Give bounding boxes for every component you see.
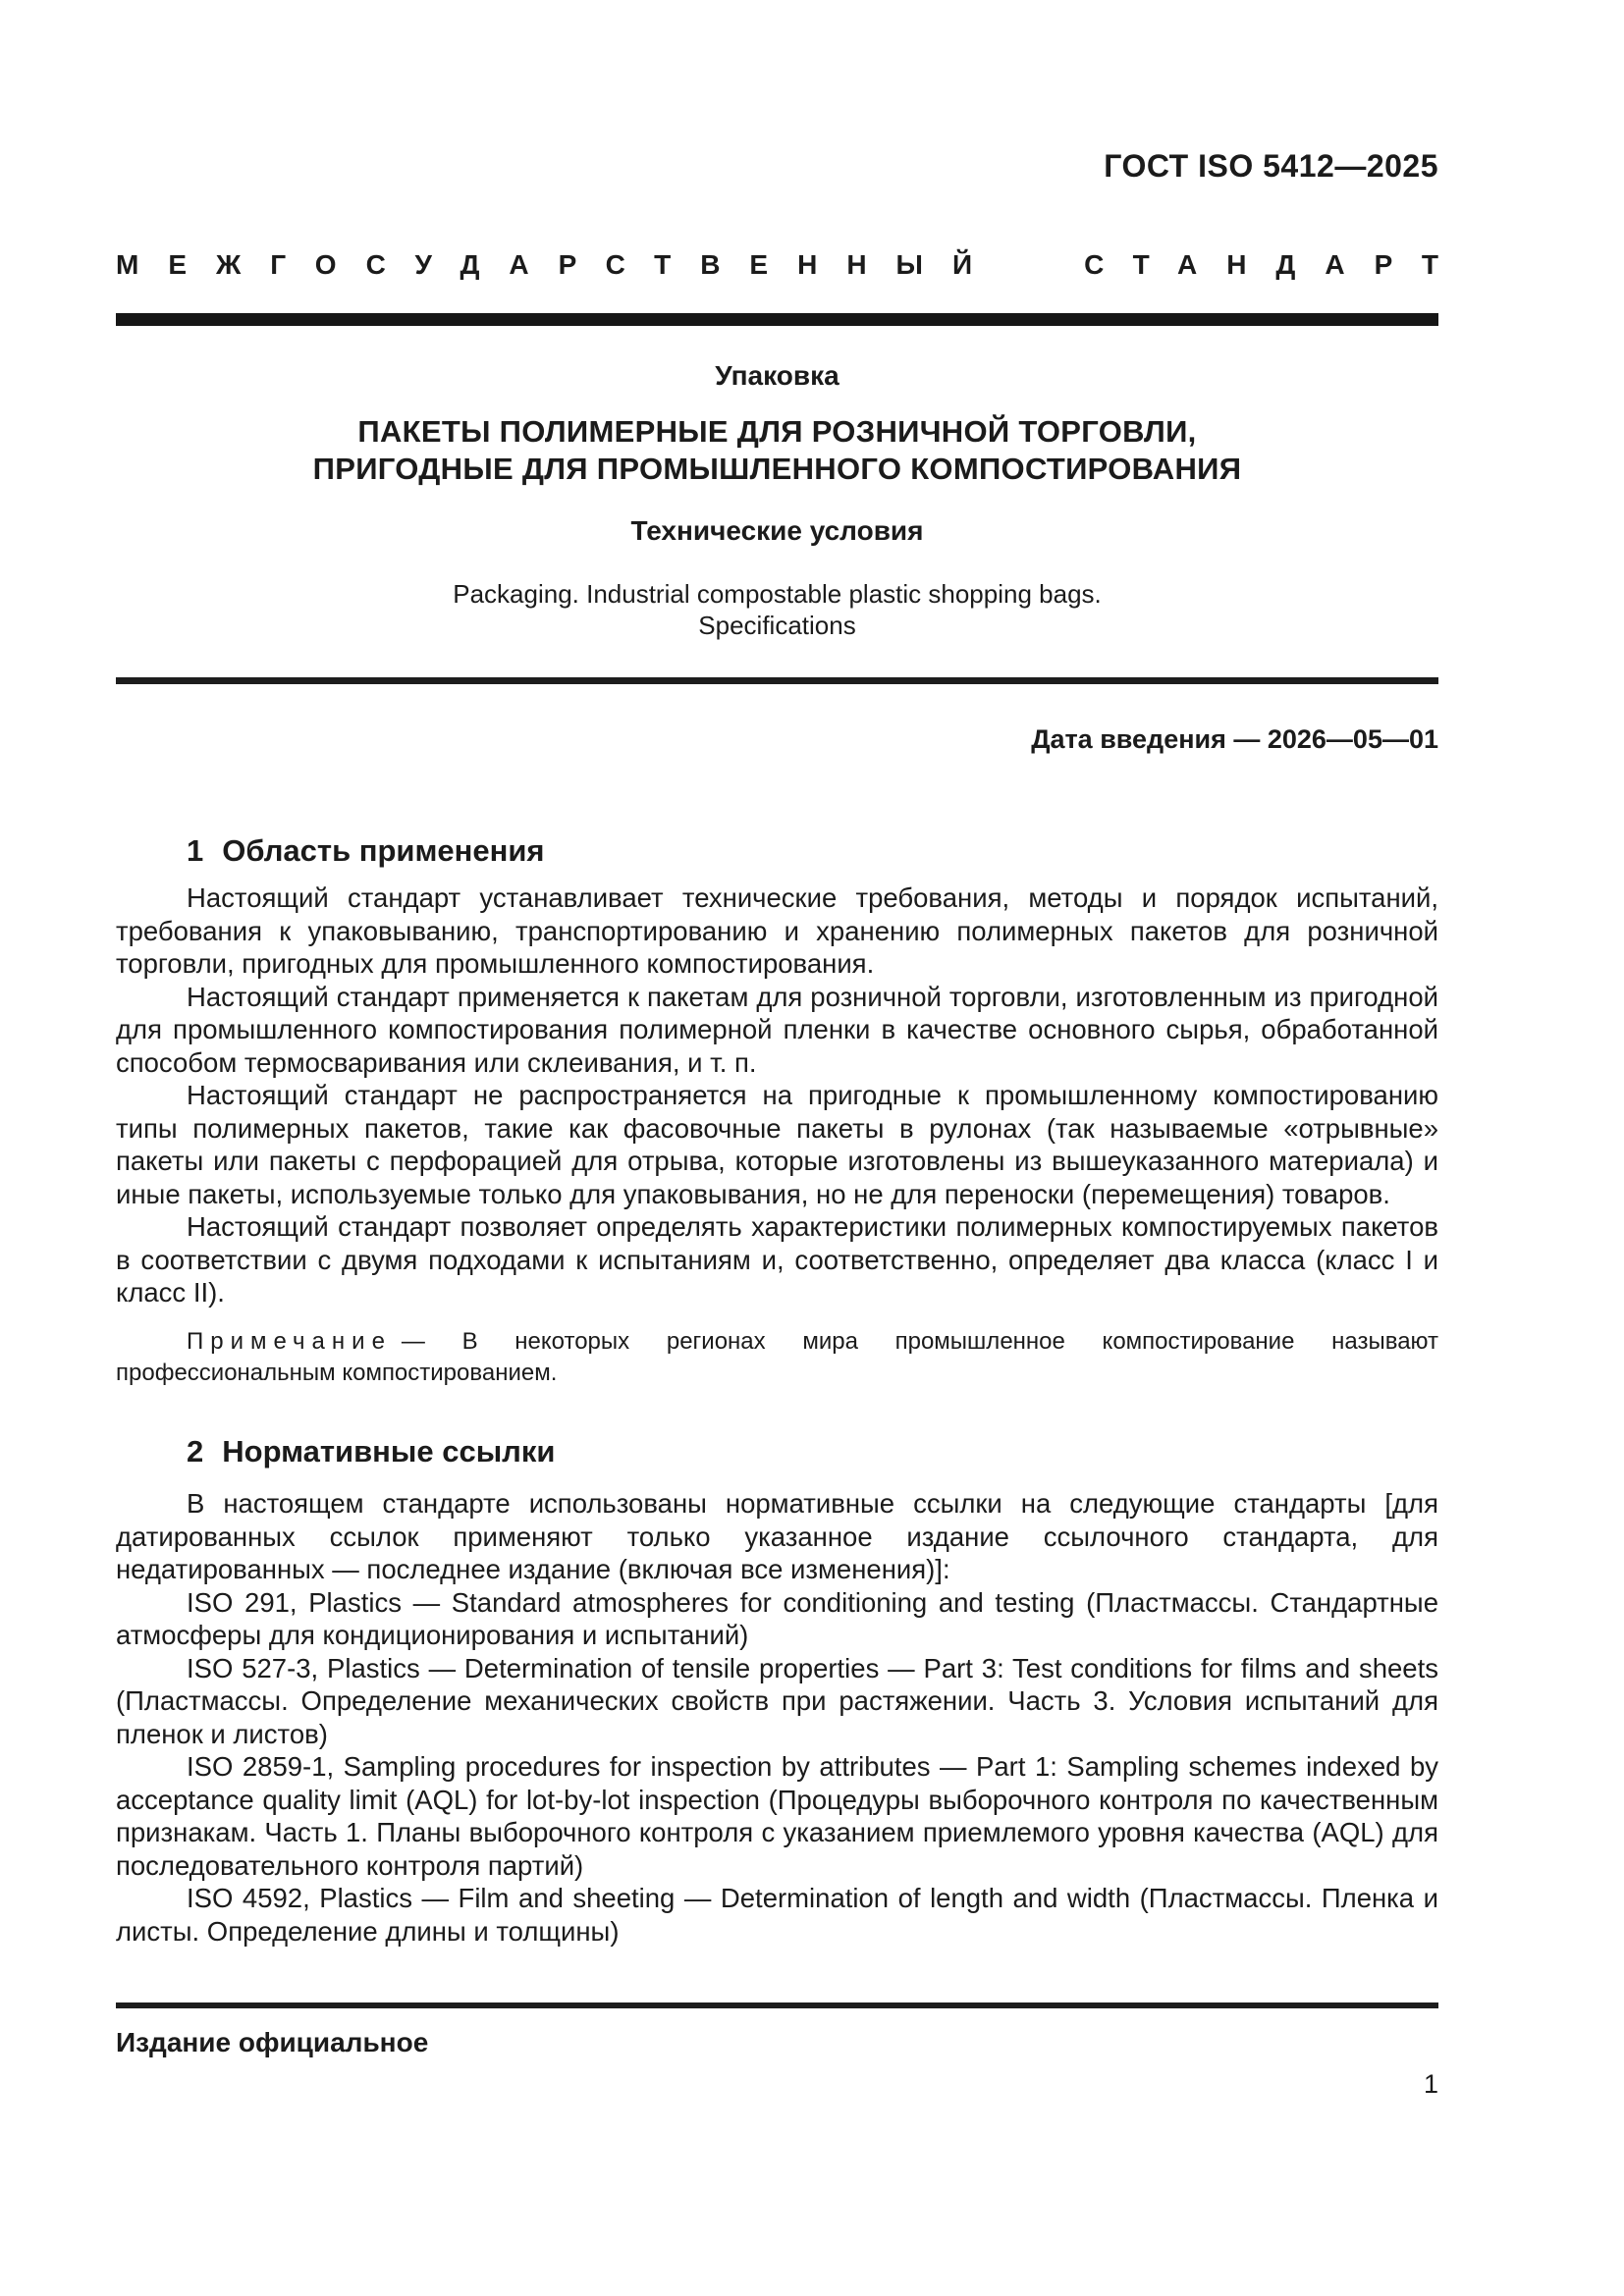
banner-word-1: МЕЖГОСУДАРСТВЕННЫЙ bbox=[116, 249, 1002, 280]
section-1-number: 1 bbox=[187, 833, 204, 868]
divider-thick bbox=[116, 313, 1438, 326]
paragraph: ISO 4592, Plastics — Film and sheeting — Determination of length and width (Пластмассы. Пленка и листы. Определение длины и толщины) bbox=[116, 1883, 1438, 1947]
document-title-english-line-1: Packaging. Industrial compostable plastic shopping bags. bbox=[453, 579, 1102, 609]
paragraph: В настоящем стандарте использованы нормативные ссылки на следующие стандарты [для датированных ссылок применяют только указанное издание ссылочного стандарта, для недатированных — последнее издание (включая все изменения)]: bbox=[116, 1488, 1438, 1584]
effective-date: Дата введения — 2026—05—01 bbox=[1031, 724, 1438, 754]
paragraph: ISO 527-3, Plastics — Determination of tensile properties — Part 3: Test conditions for films and sheets (Пластмассы. Определение механических свойств при растяжении. Часть 3. Условия испытаний для пленок и листов) bbox=[116, 1652, 1438, 1749]
section-1-title: Область применения bbox=[222, 833, 545, 868]
section-1-body bbox=[116, 881, 1438, 1389]
document-title-line-2: ПРИГОДНЫЕ ДЛЯ ПРОМЫШЛЕННОГО КОМПОСТИРОВАНИЯ bbox=[312, 452, 1242, 486]
document-subtitle: Технические условия bbox=[630, 515, 924, 546]
note-label: Примечание bbox=[187, 1327, 392, 1355]
paragraph: ISO 2859-1, Sampling procedures for inspection by attributes — Part 1: Sampling schemes indexed by acceptance quality limit (AQL) for lot-by-lot inspection (Процедуры выборочного контроля по качественным признакам. Часть 1. Планы выборочного контроля с указанием приемлемого уровня качества (AQL) для последовательного контроля партий) bbox=[116, 1751, 1438, 1881]
document-title bbox=[116, 413, 1438, 488]
section-1-heading bbox=[187, 832, 545, 870]
page-number: 1 bbox=[1423, 2069, 1438, 2099]
paragraph: Настоящий стандарт устанавливает технические требования, методы и порядок испытаний, требования к упаковыванию, транспортированию и хранению полимерных пакетов для розничной торговли, пригодных для промышленного компостирования. bbox=[116, 882, 1438, 979]
section-2-heading bbox=[187, 1433, 555, 1470]
footer-divider bbox=[116, 2002, 1438, 2008]
running-header: ГОСТ ISO 5412—2025 bbox=[1104, 148, 1438, 184]
section-2-body bbox=[116, 1487, 1438, 1948]
note-text: — В некоторых регионах мира промышленное компостирование называют профессиональным компостированием. bbox=[116, 1327, 1438, 1386]
paragraph: Настоящий стандарт позволяет определять характеристики полимерных компостируемых пакетов в соответствии с двумя подходами к испытаниям и, соответственно, определяет два класса (класс I и класс II). bbox=[116, 1211, 1438, 1308]
section-note bbox=[116, 1326, 1438, 1389]
standard-type-banner bbox=[116, 248, 1468, 282]
banner-word-2: СТАНДАРТ bbox=[1084, 249, 1468, 280]
document-group-title: Упаковка bbox=[715, 360, 839, 391]
paragraph: Настоящий стандарт не распространяется на пригодные к промышленному компостированию типы полимерных пакетов, такие как фасовочные пакеты в рулонах (так называемые «отрывные» пакеты или пакеты с перфорацией для отрыва, которые изготовлены из вышеуказанного материала) и иные пакеты, используемые только для упаковывания, но не для переноски (перемещения) товаров. bbox=[116, 1080, 1438, 1209]
paragraph: ISO 291, Plastics — Standard atmospheres for conditioning and testing (Пластмассы. Стандартные атмосферы для кондиционирования и испытаний) bbox=[116, 1586, 1438, 1650]
official-edition-label: Издание официальное bbox=[116, 2027, 429, 2057]
document-title-english-line-2: Specifications bbox=[698, 611, 856, 640]
divider-medium bbox=[116, 677, 1438, 684]
document-title-line-1: ПАКЕТЫ ПОЛИМЕРНЫЕ ДЛЯ РОЗНИЧНОЙ ТОРГОВЛИ, bbox=[357, 414, 1197, 449]
section-2-number: 2 bbox=[187, 1434, 204, 1468]
section-2-title: Нормативные ссылки bbox=[222, 1434, 556, 1468]
document-title-english bbox=[116, 578, 1438, 641]
paragraph: Настоящий стандарт применяется к пакетам для розничной торговли, изготовленным из пригодной для промышленного компостирования полимерной пленки в качестве основного сырья, обработанной способом термосваривания или склеивания, и т. п. bbox=[116, 981, 1438, 1078]
